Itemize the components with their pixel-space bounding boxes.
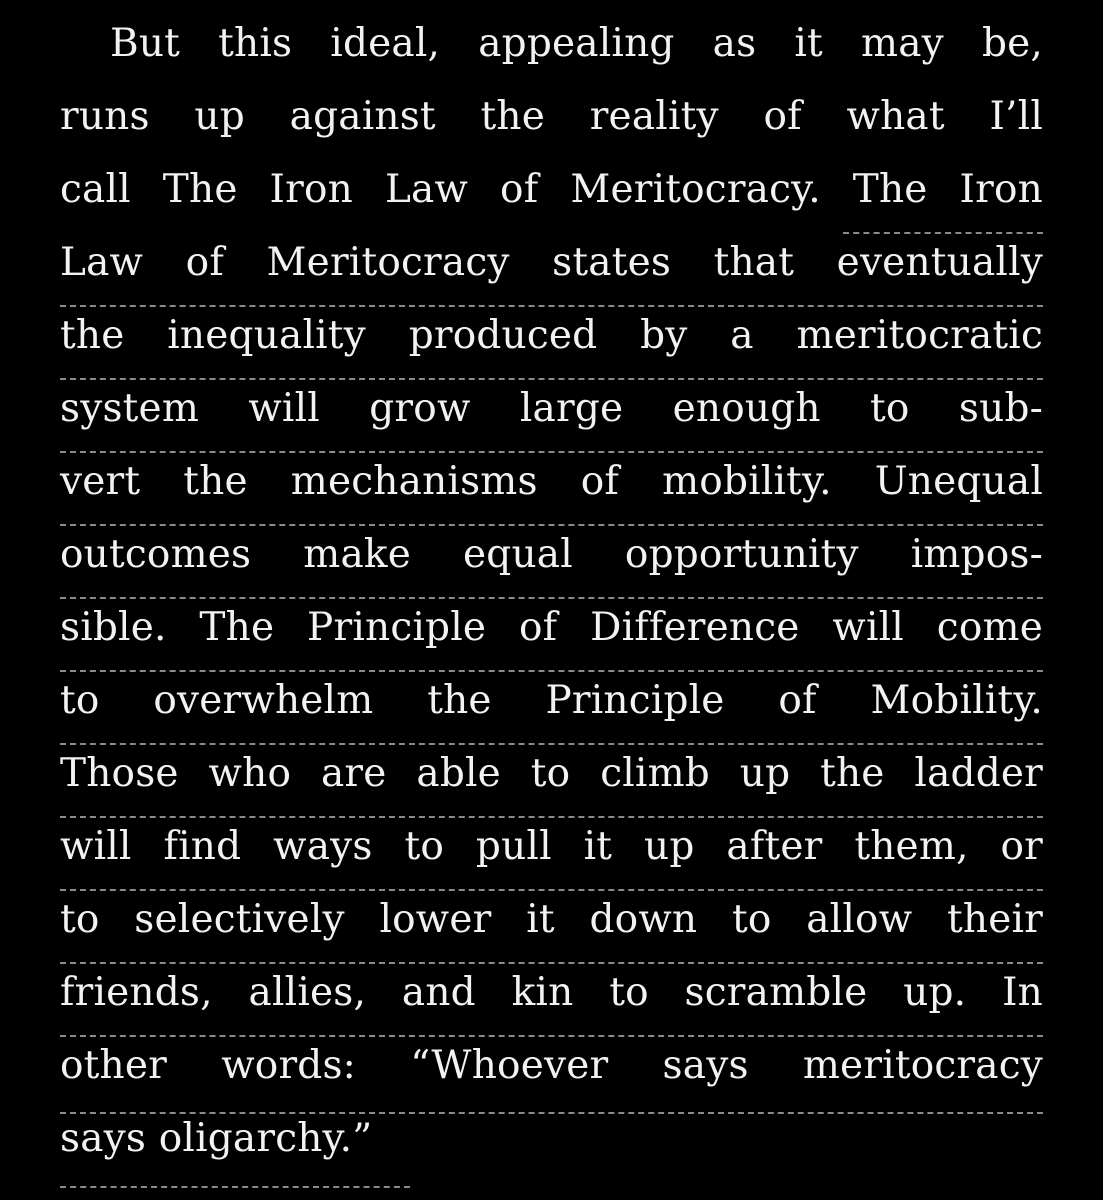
highlight-underline bbox=[60, 1112, 1043, 1114]
text-line-5: the inequality produced by a meritocratic bbox=[60, 313, 1043, 358]
text-line-8: outcomes make equal opportunity impos- bbox=[60, 532, 1043, 577]
text-line-11: Those who are able to climb up the ladder bbox=[60, 751, 1043, 796]
text-line-1: But this ideal, appealing as it may be, bbox=[110, 21, 1043, 66]
text-line-12: will find ways to pull it up after them, or bbox=[60, 824, 1043, 869]
highlight-underline bbox=[60, 451, 1043, 453]
highlight-underline bbox=[60, 378, 1043, 380]
highlight-underline bbox=[60, 1035, 1043, 1037]
text-line-4: Law of Meritocracy states that eventually bbox=[60, 240, 1043, 285]
text-line-10: to overwhelm the Principle of Mobility. bbox=[60, 678, 1043, 723]
highlight-underline bbox=[60, 597, 1043, 599]
highlight-underline bbox=[60, 816, 1043, 818]
highlight-underline bbox=[843, 232, 1043, 234]
highlight-underline bbox=[60, 743, 1043, 745]
text-line-16: says oligarchy.” bbox=[60, 1116, 373, 1161]
text-line-15: other words: “Whoever says meritocracy bbox=[60, 1043, 1043, 1088]
text-line-7: vert the mechanisms of mobility. Unequal bbox=[60, 459, 1043, 504]
text-line-9: sible. The Principle of Difference will come bbox=[60, 605, 1043, 650]
highlight-underline bbox=[60, 670, 1043, 672]
text-line-3: call The Iron Law of Meritocracy. The Iron bbox=[60, 167, 1043, 212]
text-line-13: to selectively lower it down to allow their bbox=[60, 897, 1043, 942]
text-line-14: friends, allies, and kin to scramble up. In bbox=[60, 970, 1043, 1015]
text-line-2: runs up against the reality of what I’ll bbox=[60, 94, 1043, 139]
highlight-underline bbox=[60, 524, 1043, 526]
highlight-underline bbox=[60, 1186, 410, 1188]
highlight-underline bbox=[60, 962, 1043, 964]
highlight-underline bbox=[60, 305, 1043, 307]
highlight-underline bbox=[60, 889, 1043, 891]
text-line-6: system will grow large enough to sub- bbox=[60, 386, 1043, 431]
